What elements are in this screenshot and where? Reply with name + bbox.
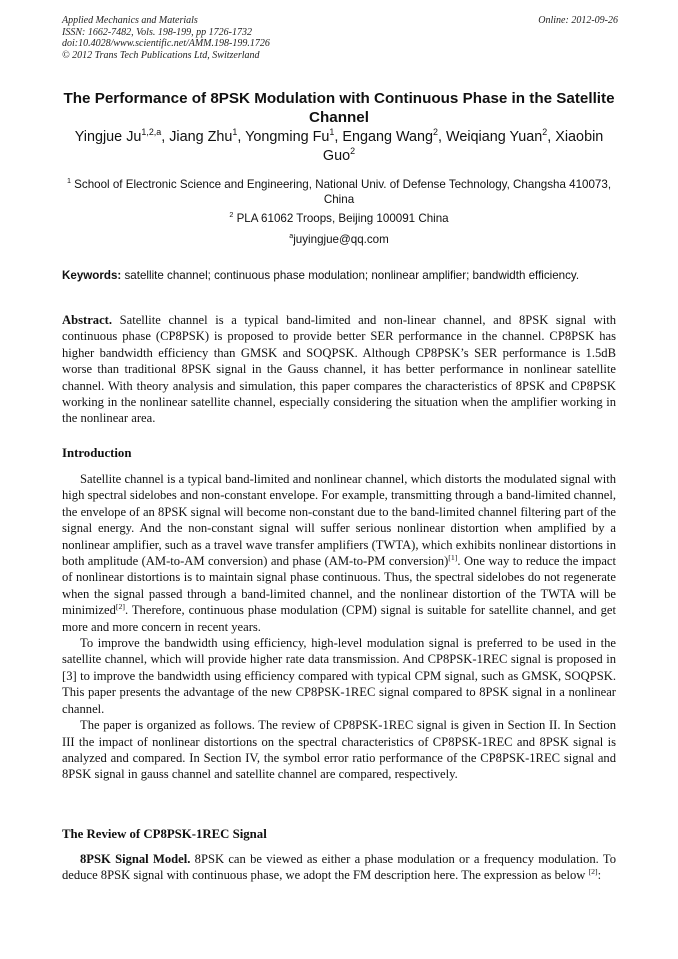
journal-name: Applied Mechanics and Materials [62, 15, 198, 26]
affiliation-text: PLA 61062 Troops, Beijing 100091 China [233, 212, 449, 225]
author-affiliation-mark: 2 [542, 127, 548, 138]
online-date: Online: 2012-09-26 [538, 15, 618, 26]
author-email [62, 232, 616, 247]
abstract-text: Satellite channel is a typical band-limited and non-linear channel, and 8PSK signal with continuous phase (CP8PSK) is proposed to provide better SER performance in the channel. CP8PSK has higher bandwidth efficiency than GMSK and SOQPSK. Although CP8PSK’s SER performance is 1.5dB worse than traditional 8PSK signal in the Gauss channel, it has better performance in nonlinear satellite channel. With theory analysis and simulation, this paper compares the characteristics of 8PSK and CP8PSK working in the nonlinear satellite channel, especially considering the situation when the amplifier working in the nonlinear area. [62, 313, 616, 426]
review-body [62, 851, 616, 884]
affiliation-mark: 2 [229, 210, 234, 220]
affiliation-mark: 1 [66, 176, 71, 186]
paragraph: To improve the bandwidth using efficiency, high-level modulation signal is preferred to be used in the satellite channel, which will provide higher rate data transmission. And CP8PSK-1REC signal is proposed in [3] to improve the bandwidth using efficiency compared with typical CPM signal, such as GMSK, SOQPSK. This paper presents the advantage of the new CP8PSK-1REC signal compared to 8PSK signal in a nonlinear channel. [62, 636, 616, 716]
paragraph-text: Satellite channel is a typical band-limited and nonlinear channel, which distorts the modulated signal with high spectral sidelobes and non-constant envelope. For example, transmitting through a band-limited channel, the envelope of an 8PSK signal will become non-constant due to the band-limited channel filtering part of the signal energy. And the non-constant signal will suffer serious nonlinear distortion when amplified by a nonlinear amplifier, such as a travel wave transfer amplifiers (TWTA), which exhibits nonlinear distortions in both amplitude (AM-to-AM conversion) and phase (AM-to-PM conversion) [62, 472, 616, 569]
email-mark: a [289, 231, 294, 241]
issn-line: ISSN: 1662-7482, Vols. 198-199, pp 1726-1732 [62, 26, 252, 38]
email-text: juyingjue@qq.com [293, 233, 389, 246]
abstract-label: Abstract. [62, 313, 113, 327]
citation: [2] [588, 867, 598, 877]
affiliation-text: School of Electronic Science and Engineering, National Univ. of Defense Technology, Changsha 410073, China [70, 178, 612, 206]
section-heading-introduction: Introduction [62, 446, 132, 460]
subsection-label: 8PSK Signal Model. [80, 852, 191, 866]
paragraph [62, 851, 616, 884]
keywords-label: Keywords: [62, 269, 122, 282]
journal-header [62, 15, 618, 61]
section-heading-review: The Review of CP8PSK-1REC Signal [62, 827, 267, 841]
paragraph: The paper is organized as follows. The review of CP8PSK-1REC signal is given in Section II. In Section III the impact of nonlinear distortions on the spectral characteristics of CP8PSK-1REC and 8PSK signal is analyzed and compared. In Section IV, the symbol error ratio performance of the CP8PSK-1REC signal and 8PSK signal in gauss channel and satellite channel are compared, respectively. [62, 718, 616, 782]
author-name: , Jiang Zhu [161, 129, 233, 145]
doi-line: doi:10.4028/www.scientific.net/AMM.198-199.1726 [62, 38, 270, 50]
keywords [62, 268, 616, 283]
author-name: , Xiaobin Guo [322, 129, 604, 164]
citation: [2] [115, 602, 125, 612]
paragraph-text: . One way to reduce the impact of nonlinear distortions is to maintain signal phase continuous. Thus, the spectral sidelobes do not regenerate when the signal passed through a band-limited channel, and the nonlinear distortion of the TWTA will be minimized [62, 554, 617, 618]
affiliation-2 [62, 211, 616, 226]
abstract [62, 312, 616, 427]
affiliation-1 [62, 177, 616, 207]
copyright-line: © 2012 Trans Tech Publications Ltd, Switzerland [62, 49, 260, 61]
paragraph-text: . Therefore, continuous phase modulation (CPM) signal is suitable for satellite channel, and get more and more concern in recent years. [62, 603, 616, 634]
author-list [62, 128, 616, 166]
author-affiliation-mark: 1 [329, 127, 335, 138]
paper-title: The Performance of 8PSK Modulation with Continuous Phase in the Satellite Channel [63, 90, 615, 126]
author-name: , Weiqiang Yuan [438, 129, 543, 145]
keywords-text: satellite channel; continuous phase modulation; nonlinear amplifier; bandwidth efficiency. [121, 269, 580, 282]
author-name: , Engang Wang [334, 129, 434, 145]
paragraph-text: : [597, 868, 602, 883]
author-affiliation-mark: 1,2,a [141, 127, 162, 138]
author-name: Yingjue Ju [74, 129, 142, 145]
author-affiliation-mark: 1 [232, 127, 238, 138]
author-affiliation-mark: 2 [350, 146, 356, 157]
introduction-body [62, 471, 616, 783]
citation: [1] [448, 552, 458, 562]
author-affiliation-mark: 2 [433, 127, 438, 138]
paragraph-text: 8PSK can be viewed as either a phase modulation or a frequency modulation. To deduce 8PSK signal with continuous phase, we adopt the FM description here. The expression as below [62, 852, 616, 883]
author-name: , Yongming Fu [237, 129, 330, 145]
paragraph [62, 471, 616, 635]
